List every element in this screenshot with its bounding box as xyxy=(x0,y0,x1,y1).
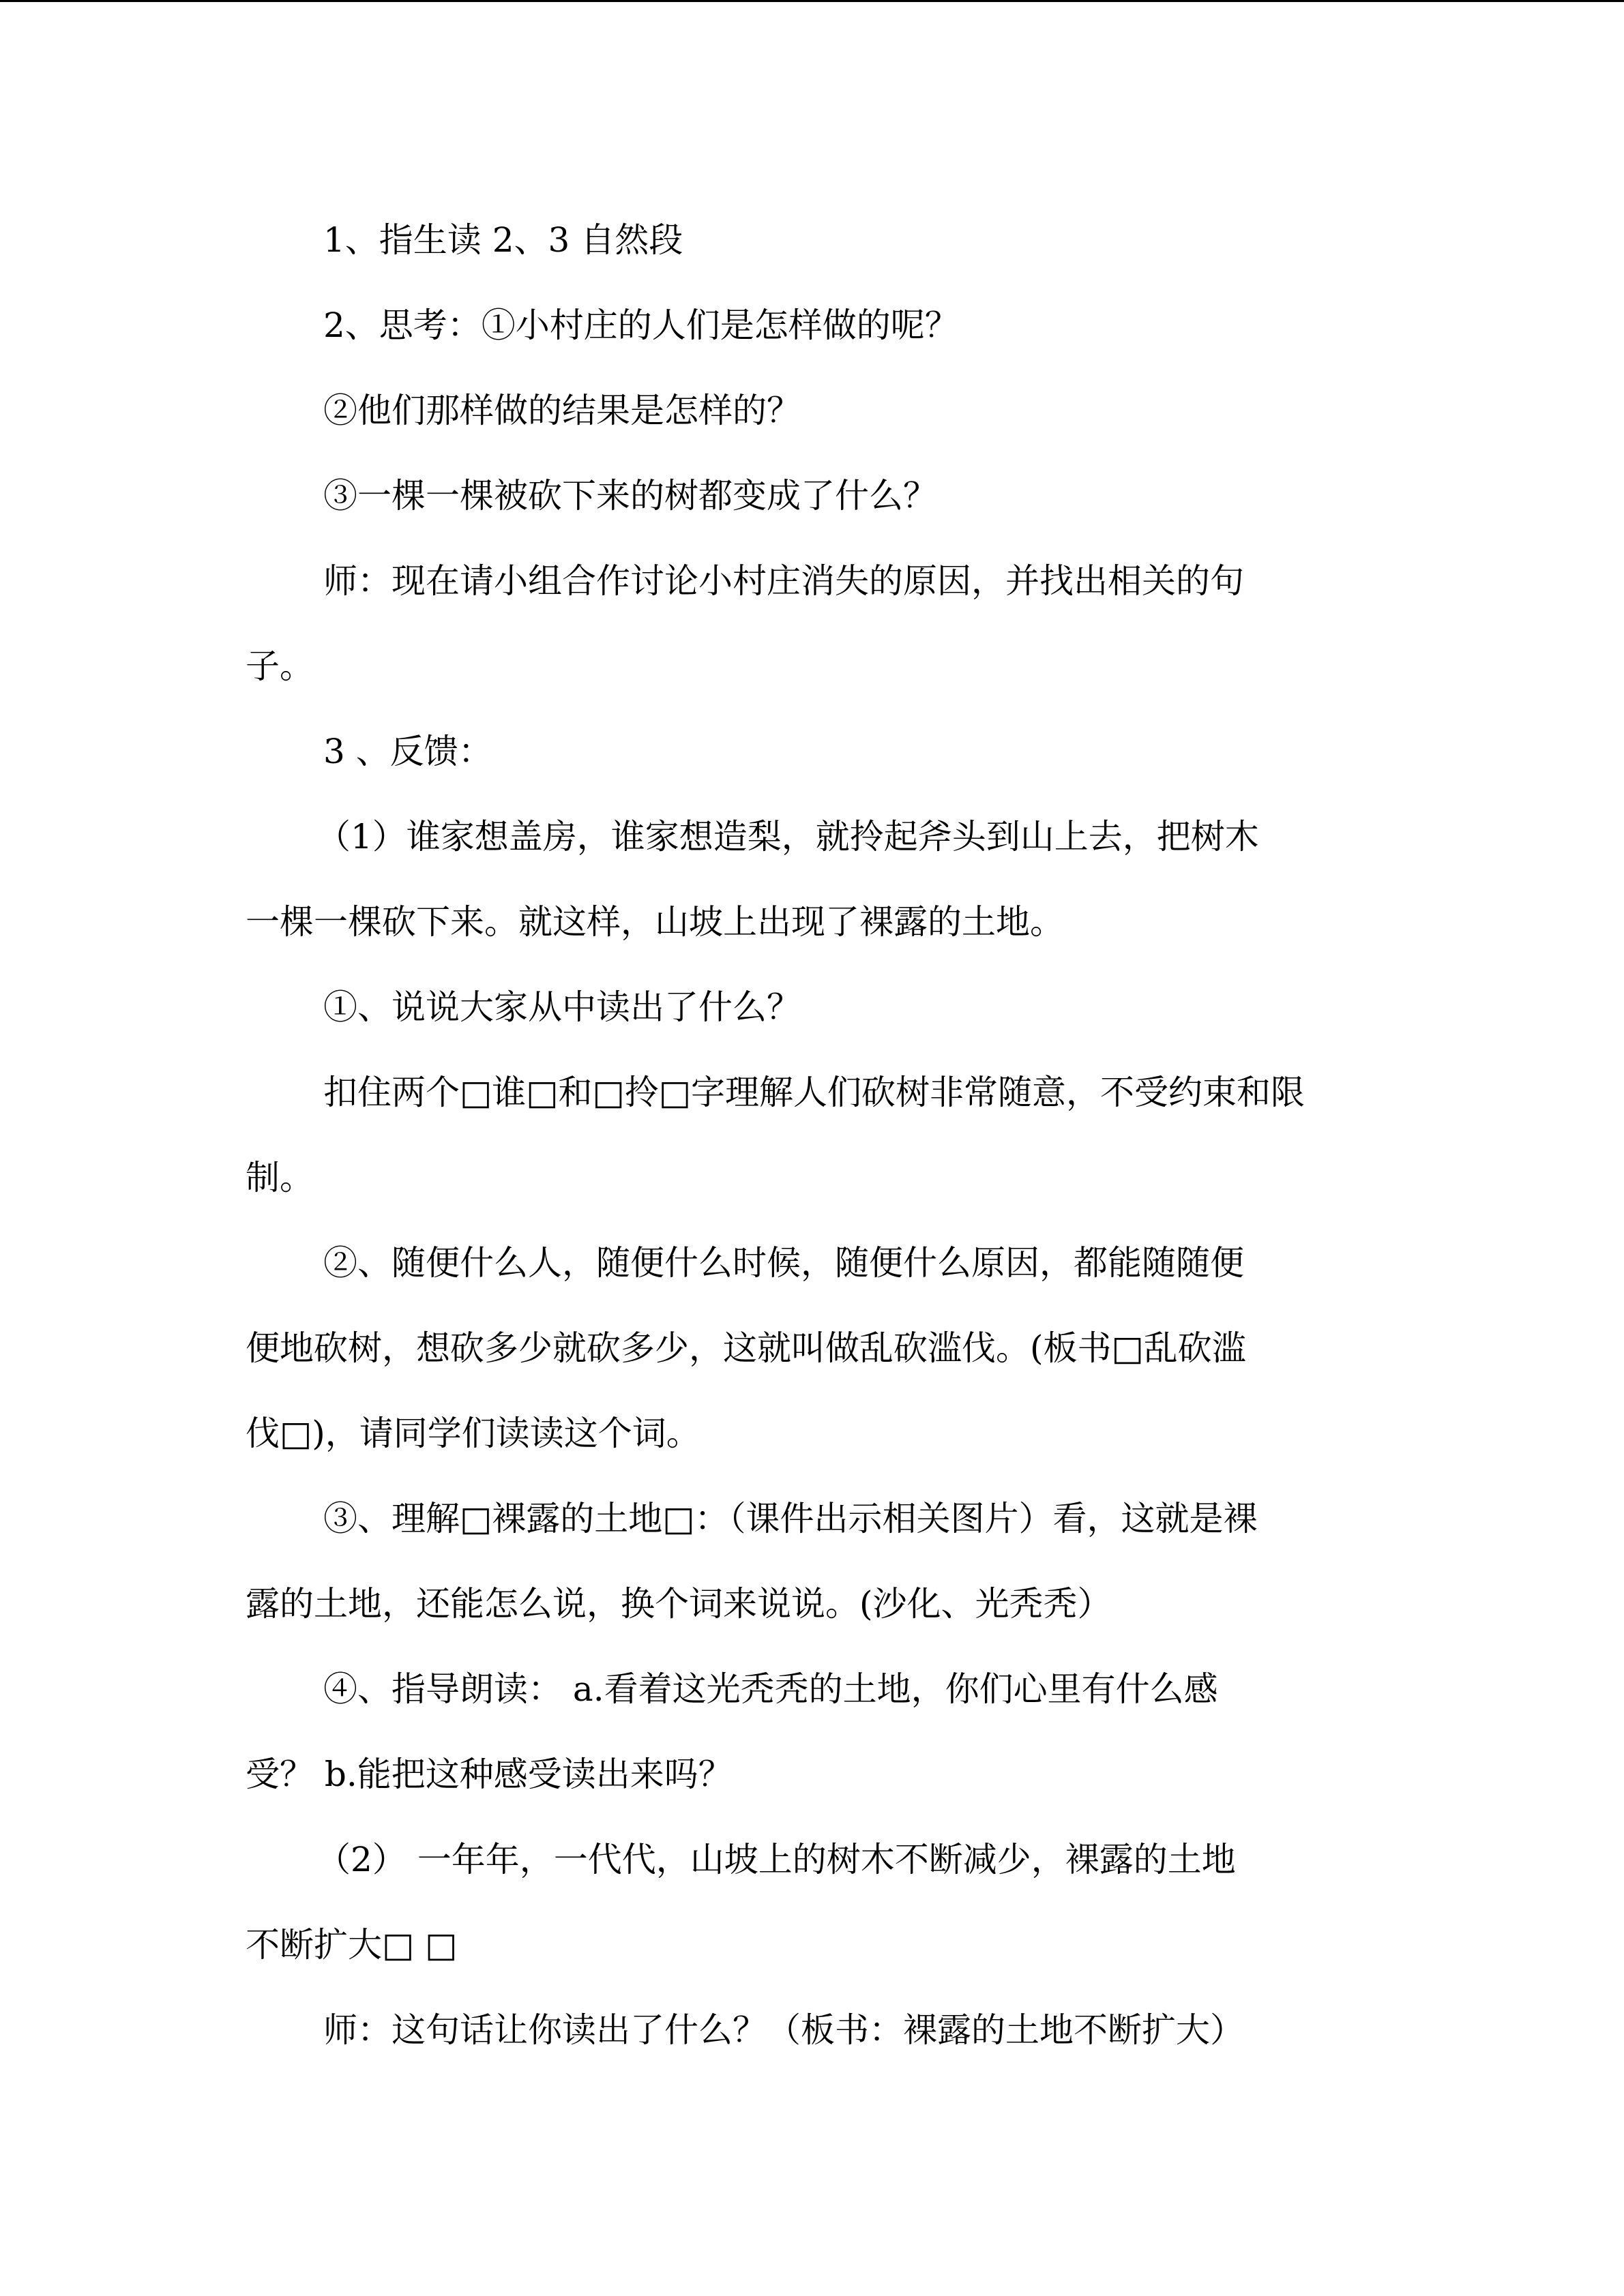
text-line-11: 扣住两个□谁□和□拎□字理解人们砍树非常随意，不受约束和限 xyxy=(323,1073,1305,1112)
text-line-17: 露的土地，还能怎么说，换个词来说说。(沙化、光秃秃） xyxy=(246,1584,1112,1624)
text-line-12: 制。 xyxy=(246,1158,314,1197)
text-line-9: 一棵一棵砍下来。就这样，山坡上出现了裸露的土地。 xyxy=(246,902,1064,942)
text-line-8: （1）谁家想盖房，谁家想造梨，就拎起斧头到山上去，把树木 xyxy=(316,817,1259,856)
text-line-13: ②、随便什么人，随便什么时候，随便什么原因，都能随随便 xyxy=(323,1243,1244,1283)
text-line-6: 子。 xyxy=(246,646,314,686)
text-line-10: ①、说说大家从中读出了什么？ xyxy=(323,987,801,1027)
text-line-2: 2、思考：①小村庄的人们是怎样做的呢？ xyxy=(323,305,959,345)
text-line-1: 1、指生读 2、3 自然段 xyxy=(323,220,683,260)
text-line-19: 受？ b.能把这种感受读出来吗？ xyxy=(246,1755,733,1794)
text-line-7: 3 、反馈： xyxy=(323,732,492,771)
text-line-21: 不断扩大□ □ xyxy=(246,1925,458,1965)
text-line-3: ②他们那样做的结果是怎样的？ xyxy=(323,391,801,430)
text-line-16: ③、理解□裸露的土地□：（课件出示相关图片）看，这就是裸 xyxy=(323,1499,1258,1538)
text-line-18: ④、指导朗读： a.看着这光秃秃的土地，你们心里有什么感 xyxy=(323,1669,1218,1709)
text-line-5: 师：现在请小组合作讨论小村庄消失的原因，并找出相关的句 xyxy=(323,561,1244,601)
text-line-22: 师：这句话让你读出了什么？（板书：裸露的土地不断扩大） xyxy=(323,2010,1244,2050)
text-line-4: ③一棵一棵被砍下来的树都变成了什么？ xyxy=(323,476,937,516)
text-line-14: 便地砍树，想砍多少就砍多少，这就叫做乱砍滥伐。(板书□乱砍滥 xyxy=(246,1328,1246,1368)
text-line-20: （2） 一年年，一代代，山坡上的树木不断减少，裸露的土地 xyxy=(316,1840,1236,1879)
text-line-15: 伐□)，请同学们读读这个词。 xyxy=(246,1414,700,1453)
